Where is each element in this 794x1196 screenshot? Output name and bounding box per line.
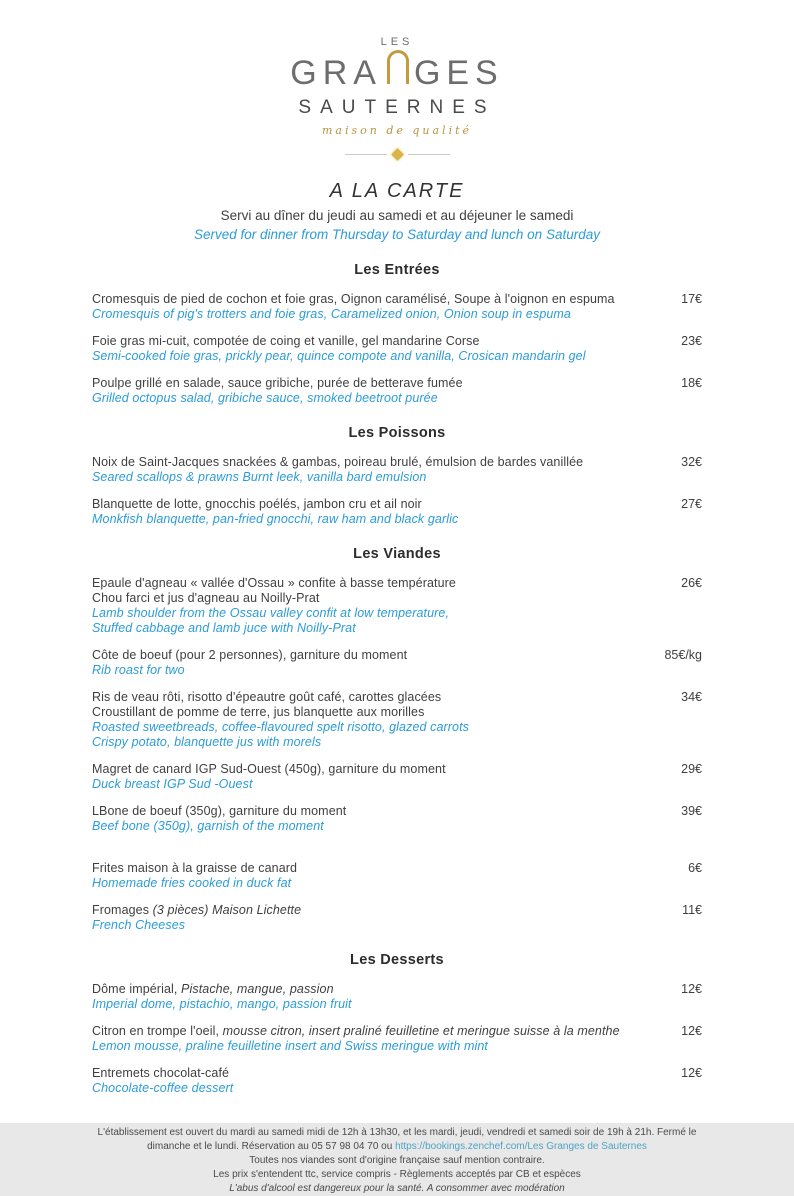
price: 26€ — [681, 576, 702, 590]
menu-item-text — [92, 1066, 663, 1096]
menu-item-text — [92, 1024, 663, 1054]
dish-name-en: Seared scallops & prawns Burnt leek, vanilla bard emulsion — [92, 470, 427, 484]
dish-name-fr-italic: (3 pièces) Maison Lichette — [152, 903, 302, 917]
menu-item-text — [92, 376, 663, 406]
logo-name-pre: GRA — [290, 54, 382, 92]
menu-item-text — [92, 762, 663, 792]
dish-name-fr-line2: Croustillant de pomme de terre, jus blanquette aux morilles — [92, 705, 425, 719]
menu-item-text — [92, 648, 646, 678]
menu-item-text — [92, 982, 663, 1012]
diamond-icon — [391, 148, 404, 161]
ornament-line-right — [408, 154, 450, 155]
menu-item — [92, 804, 702, 834]
dish-name-en: Rib roast for two — [92, 663, 185, 677]
gold-arch-n-icon — [387, 50, 409, 84]
price: 23€ — [681, 334, 702, 348]
menu-item-text — [92, 690, 663, 750]
dish-name-fr: Magret de canard IGP Sud-Ouest (450g), garniture du moment — [92, 762, 446, 776]
dish-name-en: Chocolate-coffee dessert — [92, 1081, 234, 1095]
dish-name-en: Duck breast IGP Sud -Ouest — [92, 777, 253, 791]
dish-name-en: Grilled octopus salad, gribiche sauce, smoked beetroot purée — [92, 391, 438, 405]
menu-item — [92, 292, 702, 322]
footer-alcohol-warning: L'abus d'alcool est dangereux pour la santé. A consommer avec modération — [229, 1183, 565, 1194]
logo-name-post: GES — [413, 54, 504, 92]
section-heading-desserts: Les Desserts — [350, 952, 444, 968]
dish-name-en: Semi-cooked foie gras, prickly pear, quince compote and vanilla, Crosican mandarin gel — [92, 349, 586, 363]
dish-name-fr: Foie gras mi-cuit, compotée de coing et vanille, gel mandarine Corse — [92, 334, 480, 348]
dish-name-fr — [92, 982, 663, 997]
price: 29€ — [681, 762, 702, 776]
price: 32€ — [681, 455, 702, 469]
menu-item — [92, 903, 702, 933]
subtitle-english: Served for dinner from Thursday to Saturday and lunch on Saturday — [194, 227, 600, 242]
dish-name-fr: Noix de Saint-Jacques snackées & gambas, poireau brulé, émulsion de bardes vanillée — [92, 455, 584, 469]
page-title: A LA CARTE — [329, 180, 465, 202]
dish-name-fr-italic: mousse citron, insert praliné feuilletine et meringue suisse à la menthe — [222, 1024, 620, 1038]
footer-hours-line — [92, 1126, 702, 1154]
dish-name-fr-plain: Citron en trompe l'oeil, — [92, 1024, 223, 1038]
dish-name-fr: Frites maison à la graisse de canard — [92, 861, 298, 875]
footer-origin-line: Toutes nos viandes sont d'origine française sauf mention contraire. — [249, 1155, 545, 1166]
dish-name-fr: Côte de boeuf (pour 2 personnes), garniture du moment — [92, 648, 408, 662]
footer-hours-text: L'établissement est ouvert du mardi au samedi midi de 12h à 13h30, et les mardi, jeudi, vendredi et samedi soir de 19h à 21h. Fermé le dimanche et le lundi. Réservation au 05 57 98 04 70 ou — [97, 1127, 697, 1152]
price: 17€ — [681, 292, 702, 306]
menu-item-text — [92, 861, 670, 891]
price: 6€ — [688, 861, 702, 875]
dish-name-fr — [92, 903, 664, 918]
logo-sauternes-text: SAUTERNES — [298, 97, 496, 118]
price: 12€ — [681, 982, 702, 996]
menu-item — [92, 576, 702, 636]
menu-item — [92, 690, 702, 750]
dish-name-en: Homemade fries cooked in duck fat — [92, 876, 292, 890]
ornament-line-left — [345, 154, 387, 155]
menu-item — [92, 1024, 702, 1054]
dish-name-en-line2: Stuffed cabbage and lamb juce with Noilly-Prat — [92, 621, 356, 635]
dish-name-en: French Cheeses — [92, 918, 186, 932]
restaurant-logo — [92, 36, 702, 161]
menu-item-text — [92, 804, 663, 834]
dish-name-fr: Cromesquis de pied de cochon et foie gras, Oignon caramélisé, Soupe à l'oignon en espuma — [92, 292, 615, 306]
dish-name-fr: Ris de veau rôti, risotto d'épeautre goût café, carottes glacées — [92, 690, 442, 704]
dish-name-fr-italic: Pistache, mangue, passion — [181, 982, 334, 996]
price: 11€ — [682, 903, 702, 917]
menu-item — [92, 762, 702, 792]
price: 34€ — [681, 690, 702, 704]
menu-item — [92, 982, 702, 1012]
menu-item-text — [92, 334, 663, 364]
dish-name-fr-plain: Fromages — [92, 903, 153, 917]
dish-name-en: Imperial dome, pistachio, mango, passion fruit — [92, 997, 352, 1011]
dish-name-fr: Blanquette de lotte, gnocchis poélés, jambon cru et ail noir — [92, 497, 422, 511]
price: 12€ — [681, 1066, 702, 1080]
menu-item — [92, 1066, 702, 1096]
dish-name-en: Monkfish blanquette, pan-fried gnocchi, raw ham and black garlic — [92, 512, 459, 526]
menu-item — [92, 861, 702, 891]
dish-name-en: Beef bone (350g), garnish of the moment — [92, 819, 324, 833]
logo-tagline: maison de qualité — [321, 124, 473, 137]
menu-item — [92, 648, 702, 678]
section-heading-viandes: Les Viandes — [353, 546, 441, 562]
divider-ornament — [92, 147, 702, 161]
dish-name-fr-line2: Chou farci et jus d'agneau au Noilly-Prat — [92, 591, 320, 605]
price: 39€ — [681, 804, 702, 818]
menu-item-text — [92, 292, 663, 322]
booking-link[interactable]: https://bookings.zenchef.com/Les Granges de Sauternes — [395, 1141, 647, 1152]
dish-name-fr — [92, 1024, 663, 1039]
dish-name-en: Lamb shoulder from the Ossau valley confit at low temperature, — [92, 606, 450, 620]
footer-prices-line: Les prix s'entendent ttc, service compris - Règlements acceptés par CB et espèces — [213, 1169, 581, 1180]
price: 27€ — [681, 497, 702, 511]
dish-name-fr: Entremets chocolat-café — [92, 1066, 230, 1080]
logo-granges-text — [92, 50, 702, 93]
dish-name-fr: Epaule d'agneau « vallée d'Ossau » confite à basse température — [92, 576, 456, 590]
dish-name-fr-plain: Dôme impérial, — [92, 982, 182, 996]
price: 85€/kg — [664, 648, 702, 662]
footer — [92, 1126, 702, 1196]
logo-les-text: LES — [380, 36, 414, 48]
menu-item-text — [92, 497, 663, 527]
dish-name-en: Cromesquis of pig's trotters and foie gras, Caramelized onion, Onion soup in espuma — [92, 307, 571, 321]
menu-item — [92, 334, 702, 364]
price: 12€ — [681, 1024, 702, 1038]
price: 18€ — [681, 376, 702, 390]
menu-item-text — [92, 903, 664, 933]
dish-name-fr: LBone de boeuf (350g), garniture du moment — [92, 804, 347, 818]
dish-name-en: Lemon mousse, praline feuilletine insert and Swiss meringue with mint — [92, 1039, 488, 1053]
dish-name-en-line2: Crispy potato, blanquette jus with morels — [92, 735, 322, 749]
section-heading-poissons: Les Poissons — [348, 425, 446, 441]
menu-item — [92, 376, 702, 406]
dish-name-fr: Poulpe grillé en salade, sauce gribiche, purée de betterave fumée — [92, 376, 463, 390]
dish-name-en: Roasted sweetbreads, coffee-flavoured spelt risotto, glazed carrots — [92, 720, 470, 734]
menu-item — [92, 455, 702, 485]
section-heading-entrees: Les Entrées — [354, 262, 440, 278]
menu-item-text — [92, 576, 663, 636]
menu-item — [92, 497, 702, 527]
menu-item-text — [92, 455, 663, 485]
subtitle-french: Servi au dîner du jeudi au samedi et au déjeuner le samedi — [220, 208, 574, 223]
